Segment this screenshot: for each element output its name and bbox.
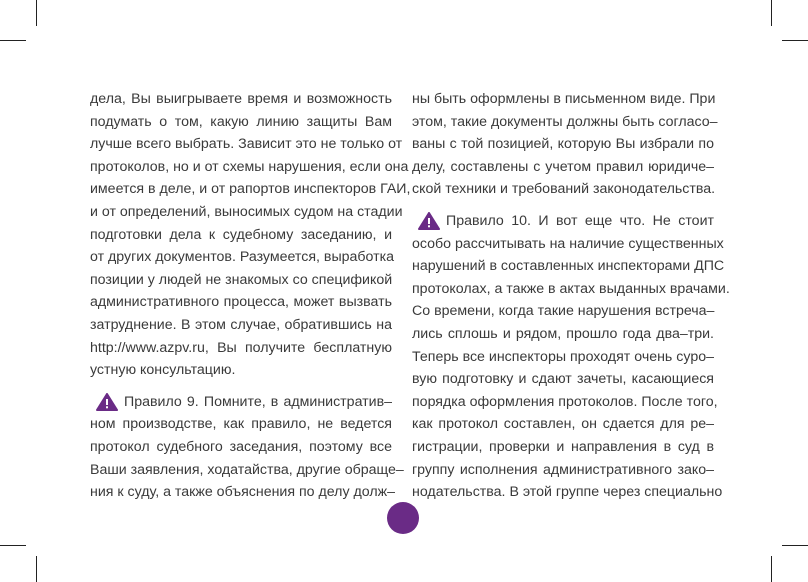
text-line: лись сплошь и рядом, прошло года два–три. [412,325,714,342]
text-line: имеется в деле, и от рапортов инспекторов ГАИ, [90,181,411,198]
crop-mark [782,545,808,546]
text-line: порядка оформления протоколов. После того, [412,393,718,410]
text-line: и от определений, выносимых судом на стадии [90,203,403,220]
text-line: протоколов, но и от схемы нарушения, если она [90,158,409,175]
text-line: ном производстве, как правило, не ведется [90,416,392,433]
text-line: ния к суду, а также объяснения по делу долж– [90,484,396,501]
rule-9-heading [90,391,392,414]
text-line: этом, такие документы должны быть согласо– [412,113,718,130]
text-line: позиции у людей не знакомых со спецификой [90,271,393,288]
text-line: гистрации, проверки и направления в суд в [412,438,714,455]
text-line: от других документов. Разумеется, выработка [90,249,395,266]
warning-triangle-icon [418,212,440,230]
text-line: устную консультацию. [90,362,236,379]
text-line: особо рассчитывать на наличие существенных [412,235,724,252]
left-column [90,88,411,504]
rule-10-first-line: Правило 10. И вот еще что. Не стоит [446,212,714,229]
text-line: затруднение. В этом случае, обратившись на [90,316,392,333]
text-line: Со времени, когда такие нарушения встреча– [412,303,715,320]
text-line: дела, Вы выигрываете время и возможность [90,91,392,107]
text-line: административного процесса, может вызвать [90,294,392,311]
text-line: подумать о том, какую линию защиты Вам [90,113,392,130]
page-marker-circle [387,502,419,534]
link-line: http://www.azpv.ru, Вы получите бесплатную [90,339,392,356]
rule-9-first-line: Правило 9. Помните, в административ– [124,393,392,410]
right-column [412,88,730,504]
text-line: Теперь все инспекторы проходят очень суро– [412,348,714,365]
text-line: нарушений в составленных инспекторами ДПС [412,258,725,275]
text-line: делу, составлены с учетом правил юридиче– [412,158,714,175]
text-line: лучше всего выбрать. Зависит это не только от [90,136,403,153]
crop-mark [36,556,37,582]
crop-mark [771,0,772,26]
text-line: протоколах, а также в актах выданных врачами. [412,280,730,297]
crop-mark [782,40,808,41]
text-line: ской техники и требований законодательства. [412,181,716,198]
crop-mark [771,556,772,582]
text-line: Ваши заявления, ходатайства, другие обраще– [90,461,404,478]
text-line: вую подготовку и сдают зачеты, касающиеся [412,371,714,388]
text-line: ваны с той позицией, которую Вы избрали по [412,136,714,153]
crop-mark [0,40,26,41]
warning-triangle-icon [96,393,118,411]
text-line: как протокол составлен, он сдается для ре– [412,416,714,433]
crop-mark [36,0,37,26]
text-line: нодательства. В этой группе через специально [412,484,723,501]
text-line: протокол судебного заседания, поэтому все [90,438,392,455]
text-line: подготовки дела к судебному заседанию, и [90,226,392,243]
crop-mark [0,545,26,546]
text-line: ны быть оформлены в письменном виде. При [412,91,716,107]
text-line: группу исполнения административного зако– [412,461,714,478]
rule-10-heading [412,210,714,233]
